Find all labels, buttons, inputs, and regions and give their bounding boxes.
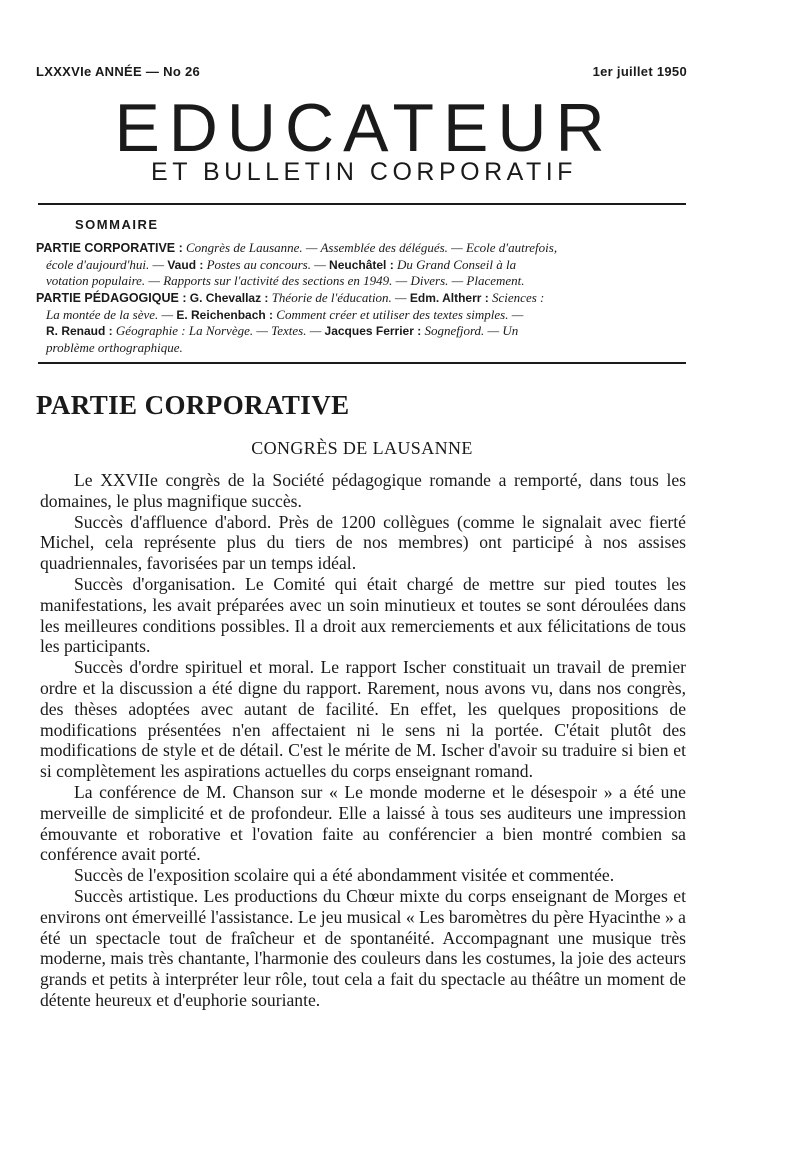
sommaire-corporative-line-3: votation populaire. — Rapports sur l'activité des sections en 1949. — Divers. — Placement.: [46, 273, 525, 288]
masthead-title: EDUCATEUR: [114, 90, 614, 166]
article-paragraph: Succès artistique. Les productions du Chœur mixte du corps enseignant de Morges et environs ont émerveillé l'assistance. Le jeu musical « Les baromètres du père Hyacinthe » a été un spectacle tout de fraîcheur et de spontanéité. Accompagnant une musique très moderne, mais très chantante, l'harmonie des couleurs dans les costumes, la joie des acteurs grands et petits à interpréter leur rôle, tout cela a fait du spectacle au théâtre un moment de détente heureux et d'euphorie souriante.: [40, 885, 686, 1010]
article-body: [40, 470, 686, 1011]
sommaire-pedagogique-line-2: La montée de la sève. — E. Reichenbach : Comment créer et utiliser des textes simples. —: [46, 306, 524, 322]
article-paragraph: La conférence de M. Chanson sur « Le monde moderne et le désespoir » a été une merveille de simplicité et de profondeur. Elle a laissé à tous ses auditeurs une impression émouvante et roborative et l'ovation faite au conférencier a bien montré combien sa conférence avait porté.: [40, 781, 686, 865]
issue-date: 1er juillet 1950: [592, 64, 687, 79]
sommaire-corporative-label: PARTIE CORPORATIVE :: [36, 241, 183, 255]
sommaire-pedagogique-line-4: problème orthographique.: [46, 339, 183, 355]
masthead-subtitle: ET BULLETIN CORPORATIF: [151, 158, 577, 186]
article-paragraph: Succès d'organisation. Le Comité qui était chargé de mettre sur pied toutes les manifestations, les avait préparées avec un soin minutieux et toutes se sont déroulées dans les meilleures conditions possibles. Il a droit aux remerciements et aux félicitations de tous les participants.: [40, 573, 686, 657]
sommaire-corporative-line-2: école d'aujourd'hui. — Vaud : Postes au concours. — Neuchâtel : Du Grand Conseil à la: [46, 256, 517, 272]
sommaire-pedagogique-line-3: R. Renaud : Géographie : La Norvège. — Textes. — Jacques Ferrier : Sognefjord. — Un: [46, 323, 519, 338]
issue-number: LXXXVIe ANNÉE — No 26: [36, 64, 201, 79]
sommaire-pedagogique-label: PARTIE PÉDAGOGIQUE :: [36, 291, 187, 305]
sommaire-pedagogique: [36, 290, 686, 355]
sommaire-corporative: [36, 240, 686, 289]
article-title: CONGRÈS DE LAUSANNE: [251, 438, 473, 458]
sommaire-heading: SOMMAIRE: [75, 217, 159, 232]
sommaire-pedagogique-line-1: PARTIE PÉDAGOGIQUE : G. Chevallaz : Théorie de l'éducation. — Edm. Altherr : Sciences :: [36, 290, 545, 305]
article-paragraph: Le XXVIIe congrès de la Société pédagogique romande a remporté, dans tous les domaines, le plus magnifique succès.: [40, 470, 686, 511]
sommaire-corporative-line-1: PARTIE CORPORATIVE : Congrès de Lausanne. — Assemblée des délégués. — Ecole d'autrefois,: [36, 240, 558, 255]
section-heading: PARTIE CORPORATIVE: [36, 390, 350, 420]
article-paragraph: Succès d'affluence d'abord. Près de 1200 collègues (comme le signalait avec fierté Michel, cela représente plus du tiers de nos membres) ont participé à nos assises quadriennales, favorisées par un temps idéal.: [40, 511, 686, 574]
article-paragraph: Succès d'ordre spirituel et moral. Le rapport Ischer constituait un travail de premier ordre et la discussion a été digne du rapport. Rarement, nous avons vu, dans nos congrès, des thèses adoptées avec autant de facilité. En effet, les quelques propositions de modifications présentées n'en affectaient ni le sens ni la portée. C'était plutôt des modifications de style et de détail. C'est le mérite de M. Ischer d'avoir su traduire si bien et si complètement les aspirations actuelles du corps enseignant romand.: [40, 657, 686, 782]
article-paragraph: Succès de l'exposition scolaire qui a été abondamment visitée et commentée.: [74, 865, 615, 886]
divider-bottom: [38, 362, 686, 364]
divider-top: [38, 203, 686, 205]
